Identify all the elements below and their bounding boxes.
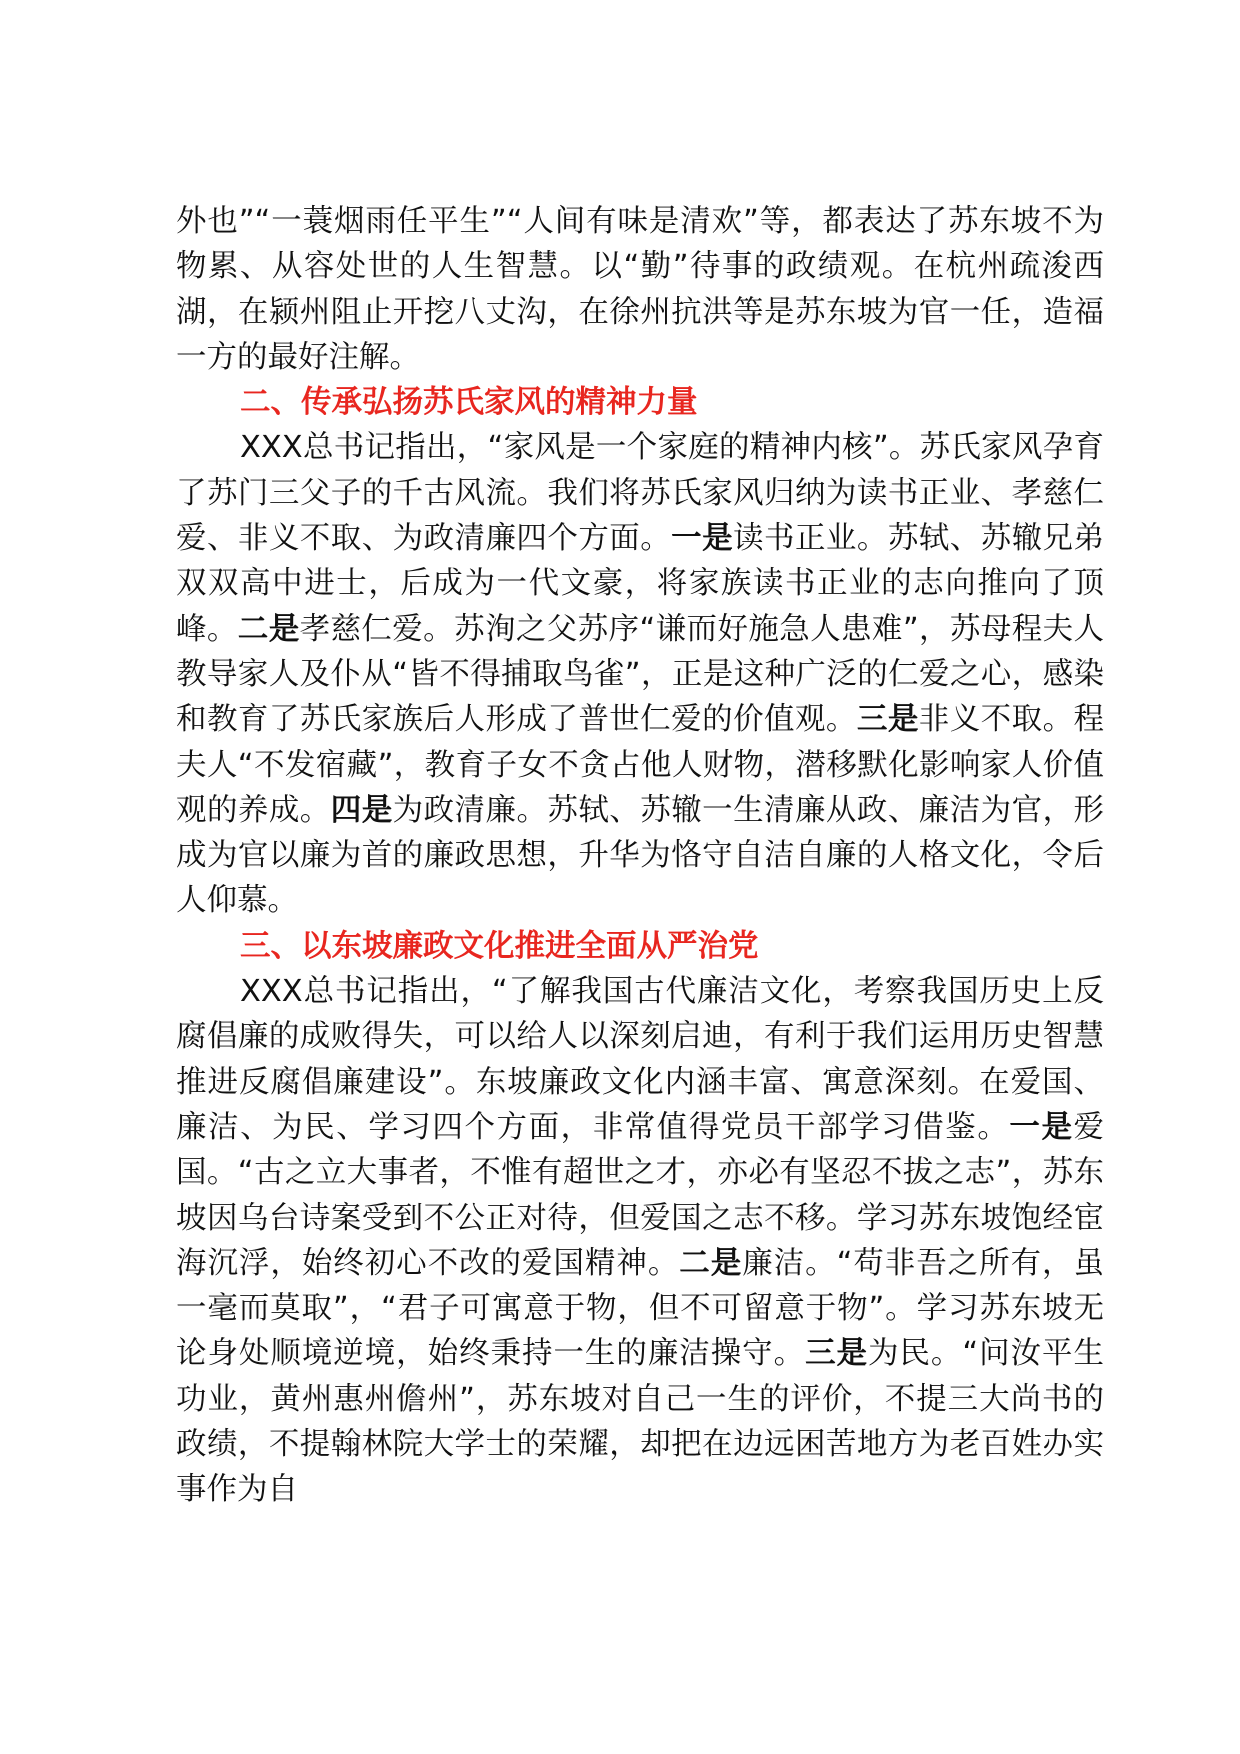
- point-2-marker: 二是: [237, 611, 300, 647]
- section-heading-3: 三、以东坡廉政文化推进全面从严治党: [240, 928, 759, 964]
- section-3-paragraph: [176, 969, 1104, 1513]
- s3-point-3-marker: 三是: [805, 1336, 869, 1372]
- s3-point-1-text: 爱国。“古之立大事者，不惟有超世之才，亦必有坚忍不拔之志”，苏东坡因乌台诗案受到不公正对待，但爱国之志不移。学习苏东坡饱经宦海沉浮，始终初心不改的爱国精神。: [176, 1109, 1105, 1281]
- intro-paragraph: 外也”“一蓑烟雨任平生”“人间有味是清欢”等，都表达了苏东坡不为物累、从容处世的人生智慧。以“勤”待事的政绩观。在杭州疏浚西湖，在颍州阻止开挖八丈沟，在徐州抗洪等是苏东坡为官一任，造福一方的最好注解。: [176, 204, 1104, 375]
- section-3-lead: XXX总书记指出，“了解我国古代廉洁文化，考察我国历史上反腐倡廉的成败得失，可以给人以深刻启迪，有利于我们运用历史智慧推进反腐倡廉建设”。东坡廉政文化内涵丰富、寓意深刻。在爱国、廉洁、为民、学习四个方面，非常值得党员干部学习借鉴。: [176, 974, 1104, 1145]
- s3-point-3-text: 为民。“问汝平生功业，黄州惠州儋州”，苏东坡对自己一生的评价，不提三大尚书的政绩，不提翰林院大学士的荣耀，却把在边远困苦地方为老百姓办实事作为自: [176, 1336, 1104, 1508]
- point-4-text: 为政清廉。苏轼、苏辙一生清廉从政、廉洁为官，形成为官以廉为首的廉政思想，升华为恪守自洁自廉的人格文化，令后人仰慕。: [176, 792, 1105, 919]
- s3-point-2-marker: 二是: [679, 1245, 743, 1281]
- point-2-text: 孝慈仁爱。苏洵之父苏序“谦而好施急人患难”，苏母程夫人教导家人及仆从“皆不得捕取鸟雀”，正是这种广泛的仁爱之心，感染和教育了苏氏家族后人形成了普世仁爱的价值观。: [176, 611, 1104, 738]
- document-page: [176, 199, 1104, 1513]
- s3-point-1-marker: 一是: [1009, 1109, 1074, 1145]
- section-2-lead: XXX总书记指出，“家风是一个家庭的精神内核”。苏氏家风孕育了苏门三父子的千古风流。我们将苏氏家风归纳为读书正业、孝慈仁爱、非义不取、为政清廉四个方面。: [176, 430, 1104, 557]
- point-1-marker: 一是: [671, 521, 734, 557]
- point-3-marker: 三是: [856, 702, 919, 738]
- s3-point-2-text: 廉洁。“苟非吾之所有，虽一毫而莫取”，“君子可寓意于物，但不可留意于物”。学习苏东坡无论身处顺境逆境，始终秉持一生的廉洁操守。: [176, 1245, 1105, 1372]
- point-1-text: 读书正业。苏轼、苏辙兄弟双双高中进士，后成为一代文豪，将家族读书正业的志向推向了顶峰。: [176, 521, 1105, 647]
- section-heading-2: 二、传承弘扬苏氏家风的精神力量: [240, 385, 698, 421]
- section-2-paragraph: [176, 425, 1104, 923]
- point-4-marker: 四是: [330, 792, 393, 828]
- point-3-text: 非义不取。程夫人“不发宿藏”，教育子女不贪占他人财物，潜移默化影响家人价值观的养成。: [176, 702, 1105, 828]
